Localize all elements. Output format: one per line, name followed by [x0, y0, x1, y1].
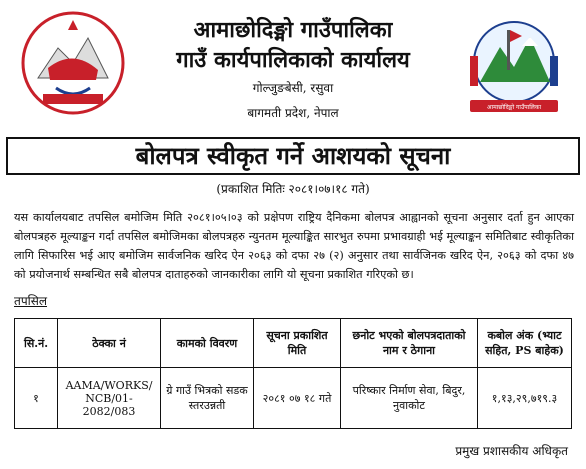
table-header-row	[15, 319, 572, 368]
office-name: गाउँ कार्यपालिकाको कार्यालय	[176, 47, 410, 73]
col-selected-bidder: छनोट भएको बोलपत्रदाताको नाम र ठेगाना	[341, 319, 478, 368]
col-bid-amount: कबोल अंक (भ्याट सहित, PS बाहेक)	[478, 319, 572, 368]
cell-notice-date: २०८१ ०७ १८ गते	[254, 368, 341, 429]
municipality-logo-icon	[460, 12, 568, 120]
logo-text: आमाछोदिङ्मो गाउँपालिका	[487, 104, 541, 111]
cell-selected-bidder: परिष्कार निर्माण सेवा, बिदुर, नुवाकोट	[341, 368, 478, 429]
col-notice-date: सूचना प्रकाशित मिति	[254, 319, 341, 368]
bid-table	[14, 318, 572, 429]
location-line-1: गोल्जुङबेसी, रसुवा	[252, 81, 334, 95]
letterhead	[0, 0, 586, 140]
col-contract-no: ठेक्का नं	[58, 319, 161, 368]
location-line-2: बागमती प्रदेश, नेपाल	[247, 106, 339, 120]
cell-bid-amount: १,१३,२९,७१९.३	[478, 368, 572, 429]
municipality-name: आमाछोदिङ्मो गाउँपालिका	[193, 17, 393, 43]
details-label: तपसिल	[14, 294, 48, 308]
notice-title: बोलपत्र स्वीकृत गर्ने आशयको सूचना	[6, 137, 580, 175]
col-serial: सि.नं.	[15, 319, 58, 368]
table-row	[15, 368, 572, 429]
notice-paragraph: यस कार्यालयबाट तपसिल बमोजिम मिति २०८१।०५।०३ को प्रक्षेपण राष्ट्रिय दैनिकमा बोलपत्र आह्वानको सूचना अनुसार दर्ता हुन आएका बोलपत्रहरु मूल्याङ्कन गर्दा तपसिल बमोजिमका बोलपत्रहरु न्युनतम मूल्याङ्कित सारभुत रुपमा प्रभावग्राही भई मूल्याङ्कन समितिबाट स्वीकृतिका लागि सिफारिस भई आए बमोजिम सार्वजनिक खरिद ऐन २०६३ को दफा २७ (२) अनुसार तथा सार्वजिनक खरिद ऐन, २०६३ को दफा ४७ को प्रयोजनार्थ सम्बन्धित सबै बोलपत्र दाताहरुको जानकारीका लागि यो सूचना प्रकाशित गरिएको छ।	[14, 211, 574, 281]
signatory: प्रमुख प्रशासकीय अधिकृत	[455, 444, 568, 458]
cell-contract-no: AAMA/WORKS/ NCB/01-2082/083	[58, 368, 161, 429]
published-date: (प्रकाशित मितिः २०८१।०७।१८ गते)	[216, 182, 370, 196]
cell-serial: १	[15, 368, 58, 429]
col-work-description: कामको विवरण	[161, 319, 254, 368]
cell-work-description: ग्रे गाउँ भित्रको सडक स्तरउन्नती	[161, 368, 254, 429]
